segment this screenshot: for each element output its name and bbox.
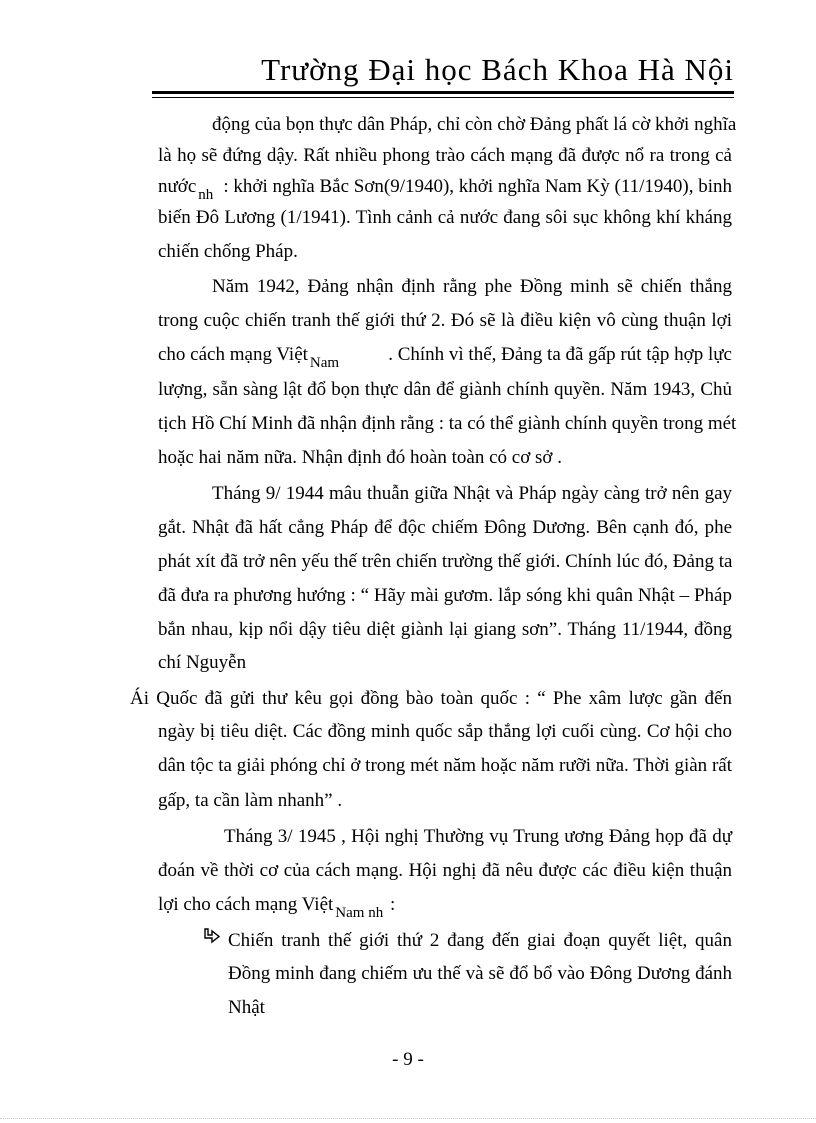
para2-line4: lượng, sẵn sàng lật đổ bọn thực dân để giành chính quyền. Năm 1943, Chủ xyxy=(158,379,732,400)
header-title: Trường Đại học Bách Khoa Hà Nội xyxy=(261,52,734,87)
para3-line4: đã đưa ra phương hướng : “ Hãy mài gươm. lắp sóng khi quân Nhật – Pháp xyxy=(158,585,732,606)
para1-line3-sub: nh xyxy=(198,187,214,203)
para3-line6: chí Nguyễn xyxy=(158,652,247,673)
para2-line2: trong cuộc chiến tranh thế giới thứ 2. Đó sẽ là điều kiện vô cùng thuận lợi xyxy=(158,310,732,331)
para1-line3 xyxy=(158,175,732,207)
hollow-arrow-icon xyxy=(202,927,222,953)
para3-line1: Tháng 9/ 1944 mâu thuẫn giữa Nhật và Pháp ngày càng trở nên gay xyxy=(212,483,732,504)
page-edge-divider xyxy=(0,1118,816,1119)
para2-line1: Năm 1942, Đảng nhận định rằng phe Đồng minh sẽ chiến thắng xyxy=(212,276,732,297)
bullet1-line2: Đồng minh đang chiếm ưu thế và sẽ đổ bổ vào Đông Dương đánh xyxy=(228,963,732,984)
para1-line5: chiến chống Pháp. xyxy=(158,241,298,262)
para5-line3-text-b: : xyxy=(389,894,396,915)
para2-line3-text-a: cho cách mạng Việt xyxy=(158,344,308,365)
para1-line2: là họ sẽ đứng dậy. Rất nhiều phong trào cách mạng đã được nổ ra trong cả xyxy=(158,145,732,166)
bullet1-line3: Nhật xyxy=(228,997,265,1018)
para2-line5: tịch Hồ Chí Minh đã nhận định rằng : ta có thể giành chính quyền trong mét xyxy=(158,413,737,434)
para3-line5: bắn nhau, kịp nổi dậy tiêu diệt giành lại giang sơn”. Tháng 11/1944, đồng xyxy=(158,619,732,640)
para1-line3-text-b: : khởi nghĩa Bắc Sơn(9/1940), khởi nghĩa Nam Kỳ (11/1940), binh xyxy=(223,176,732,197)
para5-line2: đoán về thời cơ của cách mạng. Hội nghị đã nêu được các điều kiện thuận xyxy=(158,860,732,881)
para1-line3-text-a: nước xyxy=(158,176,197,197)
para4-line2: ngày bị tiêu diệt. Các đồng minh quốc sắp thắng lợi cuối cùng. Cơ hội cho xyxy=(158,721,732,742)
para2-line3 xyxy=(158,343,732,375)
para5-line3-sub: Nam nh xyxy=(335,905,384,921)
para3-line3: phát xít đã trở nên yếu thế trên chiến trường thế giới. Chính lúc đó, Đảng ta xyxy=(158,551,733,572)
para1-line4: biến Đô Lương (1/1941). Tình cảnh cả nước đang sôi sục không khí kháng xyxy=(158,207,732,228)
para2-line3-sub: Nam xyxy=(309,355,340,371)
para4-line4: gấp, ta cần làm nhanh” . xyxy=(158,790,343,811)
bullet1-line1: Chiến tranh thế giới thứ 2 đang đến giai đoạn quyết liệt, quân xyxy=(228,930,732,951)
header-rule-thin xyxy=(152,97,734,98)
page-number: - 9 - xyxy=(392,1049,424,1070)
para4-line1: Ái Quốc đã gửi thư kêu gọi đồng bào toàn quốc : “ Phe xâm lược gần đến xyxy=(130,688,732,709)
header-rule-thick xyxy=(152,91,734,94)
para3-line2: gắt. Nhật đã hất cẳng Pháp để độc chiếm Đông Dương. Bên cạnh đó, phe xyxy=(158,517,732,538)
para5-line1: Tháng 3/ 1945 , Hội nghị Thường vụ Trung ương Đảng họp đã dự xyxy=(224,826,732,847)
para4-line3: dân tộc ta giải phóng chỉ ở trong mét năm hoặc năm rưỡi nữa. Thời giàn rất xyxy=(158,755,732,776)
para1-line1: động của bọn thực dân Pháp, chỉ còn chờ Đảng phất lá cờ khởi nghĩa xyxy=(212,114,737,135)
para5-line3-text-a: lợi cho cách mạng Việt xyxy=(158,894,334,915)
para2-line6: hoặc hai năm nữa. Nhận định đó hoàn toàn có cơ sở . xyxy=(158,447,562,468)
para5-line3 xyxy=(158,893,395,925)
para2-line3-text-b: . Chính vì thế, Đảng ta đã gấp rút tập hợp lực xyxy=(388,344,732,365)
